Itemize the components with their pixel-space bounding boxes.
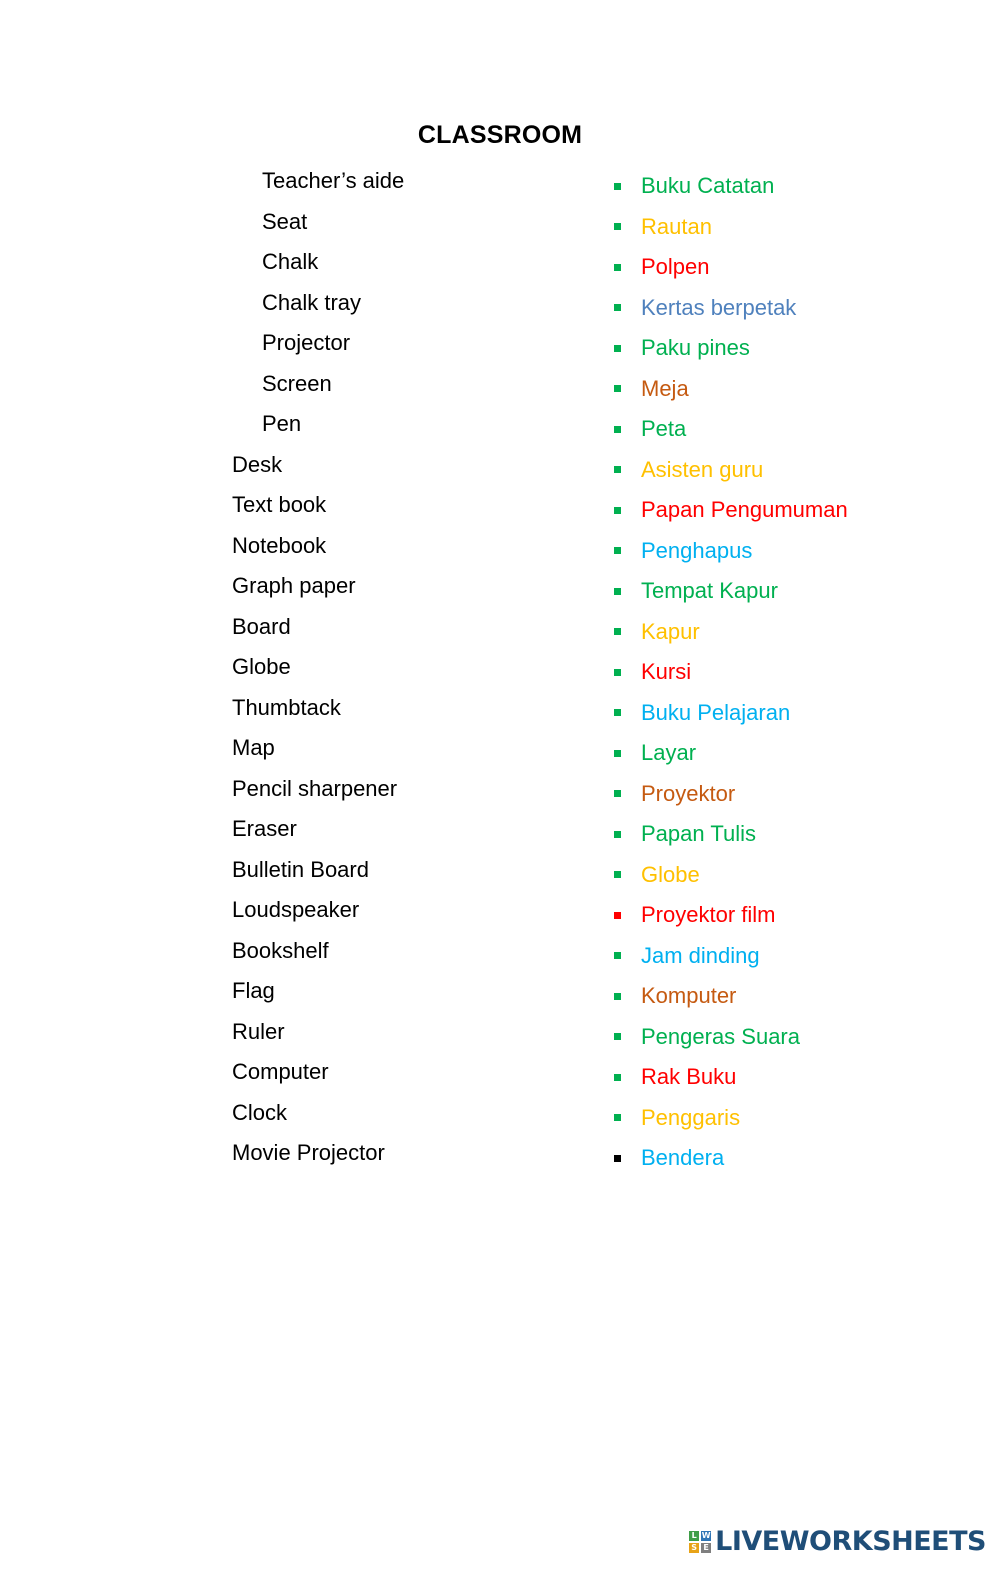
square-bullet-icon xyxy=(614,750,621,757)
square-bullet-icon xyxy=(614,1155,621,1162)
indonesian-term-text: Bendera xyxy=(641,1145,725,1171)
square-bullet-icon xyxy=(614,790,621,797)
square-bullet-icon xyxy=(614,993,621,1000)
indonesian-terms-list xyxy=(610,166,848,1179)
english-term-text: Movie Projector xyxy=(232,1140,385,1165)
indonesian-term-text: Paku pines xyxy=(641,335,750,361)
indonesian-term-item xyxy=(610,1057,848,1098)
square-bullet-icon xyxy=(614,345,621,352)
liveworksheets-logo xyxy=(689,1526,986,1557)
indonesian-term-text: Meja xyxy=(641,375,689,401)
indonesian-term-text: Rak Buku xyxy=(641,1064,737,1090)
indonesian-term-text: Asisten guru xyxy=(641,456,764,482)
english-term-text: Pen xyxy=(262,411,302,436)
indonesian-term-item xyxy=(610,1138,848,1179)
english-term-item xyxy=(232,409,404,450)
square-bullet-icon xyxy=(614,223,621,230)
english-term-text: Seat xyxy=(262,208,308,234)
indonesian-term-item xyxy=(610,774,848,815)
square-bullet-icon xyxy=(614,466,621,473)
liveworksheets-logo-icon xyxy=(689,1531,711,1553)
square-bullet-icon xyxy=(614,426,621,433)
english-term-text: Flag xyxy=(232,978,275,1003)
english-term-text: Board xyxy=(232,613,291,639)
english-term-item xyxy=(232,976,404,1017)
english-term-text: Bulletin Board xyxy=(232,856,369,882)
english-term-item xyxy=(232,693,404,734)
indonesian-term-text: Kapur xyxy=(641,618,700,644)
logo-tile: W xyxy=(701,1531,711,1540)
indonesian-term-item xyxy=(610,207,848,248)
square-bullet-icon xyxy=(614,628,621,635)
indonesian-term-item xyxy=(610,369,848,410)
english-term-item xyxy=(232,328,404,369)
indonesian-term-text: Kursi xyxy=(641,659,692,685)
indonesian-term-text: Jam dinding xyxy=(641,942,760,968)
square-bullet-icon xyxy=(614,547,621,554)
english-term-text: Graph paper xyxy=(232,573,356,598)
indonesian-term-item xyxy=(610,1098,848,1139)
indonesian-term-text: Papan Pengumuman xyxy=(641,497,848,523)
english-term-text: Desk xyxy=(232,451,283,477)
indonesian-term-text: Papan Tulis xyxy=(641,821,756,847)
english-term-text: Globe xyxy=(232,654,291,679)
english-term-item xyxy=(232,1057,404,1098)
indonesian-term-item xyxy=(610,531,848,572)
english-term-text: Clock xyxy=(232,1099,288,1125)
liveworksheets-wordmark: LIVEWORKSHEETS xyxy=(715,1526,986,1557)
square-bullet-icon xyxy=(614,1074,621,1081)
logo-tile: L xyxy=(689,1531,699,1541)
english-term-item xyxy=(232,166,404,207)
square-bullet-icon xyxy=(614,385,621,392)
indonesian-term-text: Peta xyxy=(641,416,687,442)
indonesian-term-text: Buku Pelajaran xyxy=(641,699,791,725)
english-term-text: Computer xyxy=(232,1059,329,1084)
english-term-text: Text book xyxy=(232,492,327,517)
logo-tile: E xyxy=(701,1543,711,1553)
english-term-item xyxy=(232,895,404,936)
square-bullet-icon xyxy=(614,831,621,838)
square-bullet-icon xyxy=(614,1114,621,1121)
english-term-item xyxy=(232,571,404,612)
square-bullet-icon xyxy=(614,669,621,676)
english-term-item xyxy=(232,490,404,531)
english-term-item xyxy=(232,1098,404,1139)
english-term-item xyxy=(232,247,404,288)
english-term-item xyxy=(232,652,404,693)
indonesian-term-item xyxy=(610,976,848,1017)
indonesian-term-text: Tempat Kapur xyxy=(641,578,778,604)
english-term-text: Chalk tray xyxy=(262,289,362,315)
english-term-text: Map xyxy=(232,735,275,760)
english-term-item xyxy=(232,288,404,329)
square-bullet-icon xyxy=(614,507,621,514)
square-bullet-icon xyxy=(614,871,621,878)
indonesian-term-item xyxy=(610,328,848,369)
indonesian-term-item xyxy=(610,612,848,653)
square-bullet-icon xyxy=(614,304,621,311)
square-bullet-icon xyxy=(614,588,621,595)
english-term-item xyxy=(232,612,404,653)
indonesian-term-item xyxy=(610,1017,848,1058)
english-term-item xyxy=(232,936,404,977)
english-term-text: Notebook xyxy=(232,532,327,558)
indonesian-term-item xyxy=(610,571,848,612)
english-term-item xyxy=(232,855,404,896)
square-bullet-icon xyxy=(614,264,621,271)
indonesian-term-text: Proyektor film xyxy=(641,902,776,928)
indonesian-term-item xyxy=(610,288,848,329)
english-term-item xyxy=(232,774,404,815)
indonesian-term-item xyxy=(610,247,848,288)
indonesian-term-text: Globe xyxy=(641,861,700,887)
indonesian-term-item xyxy=(610,895,848,936)
english-term-text: Loudspeaker xyxy=(232,897,360,922)
indonesian-term-item xyxy=(610,490,848,531)
indonesian-term-text: Penggaris xyxy=(641,1104,741,1130)
indonesian-term-text: Proyektor xyxy=(641,780,736,806)
square-bullet-icon xyxy=(614,183,621,190)
english-term-item xyxy=(232,733,404,774)
english-term-item xyxy=(232,814,404,855)
english-term-text: Thumbtack xyxy=(232,694,341,720)
indonesian-term-text: Komputer xyxy=(641,983,737,1009)
english-term-item xyxy=(232,207,404,248)
indonesian-term-item xyxy=(610,693,848,734)
indonesian-term-text: Rautan xyxy=(641,213,712,239)
english-term-text: Screen xyxy=(262,370,332,396)
indonesian-term-item xyxy=(610,409,848,450)
english-term-item xyxy=(232,450,404,491)
english-term-text: Projector xyxy=(262,330,351,355)
indonesian-term-text: Polpen xyxy=(641,254,710,280)
indonesian-term-text: Kertas berpetak xyxy=(641,294,797,320)
english-term-text: Pencil sharpener xyxy=(232,775,398,801)
square-bullet-icon xyxy=(614,952,621,959)
indonesian-term-item xyxy=(610,166,848,207)
square-bullet-icon xyxy=(614,912,621,919)
indonesian-term-item xyxy=(610,855,848,896)
indonesian-term-text: Layar xyxy=(641,740,697,766)
square-bullet-icon xyxy=(614,709,621,716)
indonesian-term-text: Penghapus xyxy=(641,537,753,563)
english-term-text: Ruler xyxy=(232,1018,285,1044)
english-term-text: Eraser xyxy=(232,816,297,841)
indonesian-term-item xyxy=(610,814,848,855)
english-term-item xyxy=(232,1138,404,1179)
english-terms-list xyxy=(232,166,404,1179)
indonesian-term-text: Buku Catatan xyxy=(641,173,775,199)
english-term-text: Chalk xyxy=(262,249,319,274)
indonesian-term-item xyxy=(610,450,848,491)
english-term-item xyxy=(232,1017,404,1058)
logo-tile: S xyxy=(689,1543,699,1553)
square-bullet-icon xyxy=(614,1033,621,1040)
worksheet-title: CLASSROOM xyxy=(417,121,583,149)
english-term-text: Teacher’s aide xyxy=(262,168,405,193)
indonesian-term-item xyxy=(610,733,848,774)
indonesian-term-text: Pengeras Suara xyxy=(641,1023,800,1049)
indonesian-term-item xyxy=(610,652,848,693)
indonesian-term-item xyxy=(610,936,848,977)
english-term-text: Bookshelf xyxy=(232,937,329,963)
english-term-item xyxy=(232,531,404,572)
english-term-item xyxy=(232,369,404,410)
